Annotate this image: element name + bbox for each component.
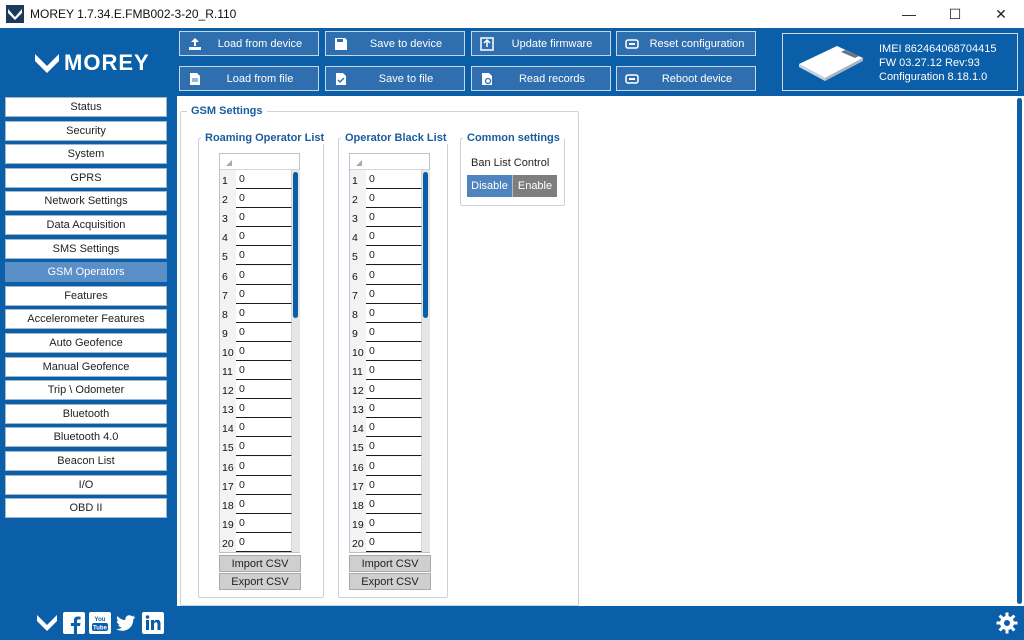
- table-row: [350, 533, 422, 552]
- table-row: [220, 457, 292, 476]
- operator-code-cell[interactable]: 0: [236, 323, 292, 342]
- row-number: 16: [352, 461, 364, 474]
- brand-logo: [34, 50, 150, 76]
- row-number: 18: [222, 499, 234, 512]
- table-row: [220, 476, 292, 495]
- sidebar-item-obd-ii[interactable]: OBD II: [5, 498, 167, 518]
- table-row: [350, 457, 422, 476]
- operator-code-cell[interactable]: 0: [236, 342, 292, 361]
- table-row: [350, 418, 422, 437]
- save-icon: [334, 37, 348, 51]
- ban-list-control-label: Ban List Control: [471, 157, 550, 169]
- operator-blacklist-table: [349, 153, 430, 553]
- sidebar-item-system[interactable]: System: [5, 144, 167, 164]
- scroll-thumb[interactable]: [423, 172, 428, 318]
- footer: [0, 606, 1024, 640]
- row-number: 9: [222, 327, 228, 340]
- operator-code-cell[interactable]: 0: [366, 304, 422, 323]
- table-row: [220, 437, 292, 456]
- table-row: [350, 342, 422, 361]
- reboot-icon: [625, 72, 639, 86]
- scroll-thumb[interactable]: [293, 172, 298, 318]
- title-bar: [0, 0, 1024, 28]
- row-number: 3: [352, 213, 358, 226]
- upload-icon: [188, 37, 202, 51]
- row-number: 17: [222, 480, 234, 493]
- operator-code-cell[interactable]: 0: [236, 514, 292, 533]
- sidebar-item-trip-odometer[interactable]: Trip \ Odometer: [5, 380, 167, 400]
- morey-logo-icon: [34, 52, 60, 74]
- table-header: [350, 154, 429, 170]
- table-row: [350, 380, 422, 399]
- gsm-settings-title: GSM Settings: [187, 105, 267, 117]
- row-number: 1: [222, 175, 228, 187]
- table-row: [220, 170, 292, 189]
- row-number: 20: [222, 537, 234, 550]
- close-button[interactable]: ✕: [995, 5, 1007, 22]
- obd-device-icon: [793, 42, 869, 82]
- sidebar-item-bluetooth[interactable]: Bluetooth: [5, 404, 167, 424]
- operator-code-cell[interactable]: 0: [366, 208, 422, 227]
- operator-code-cell[interactable]: 0: [236, 476, 292, 495]
- sidebar-item-i-o[interactable]: I/O: [5, 475, 167, 495]
- roaming-operator-table: [219, 153, 300, 553]
- table-row: [350, 437, 422, 456]
- load-from-device-button[interactable]: Load from device: [179, 31, 319, 56]
- table-row: [350, 227, 422, 246]
- row-number: 7: [222, 289, 228, 302]
- table-row: [220, 342, 292, 361]
- operator-code-cell[interactable]: 0: [236, 380, 292, 399]
- operator-code-cell[interactable]: 0: [366, 399, 422, 418]
- roaming-export-csv-button[interactable]: Export CSV: [219, 573, 301, 590]
- reset-configuration-button[interactable]: Reset configuration: [616, 31, 756, 56]
- roaming-import-csv-button[interactable]: Import CSV: [219, 555, 301, 572]
- table-row: [350, 476, 422, 495]
- table-row: [350, 514, 422, 533]
- table-row: [220, 495, 292, 514]
- sidebar: [0, 96, 176, 606]
- sidebar-item-gsm-operators[interactable]: GSM Operators: [5, 262, 167, 282]
- row-number: 1: [352, 175, 358, 187]
- sidebar-item-manual-geofence[interactable]: Manual Geofence: [5, 357, 167, 377]
- settings-gear-icon[interactable]: [996, 612, 1018, 634]
- operator-code-cell[interactable]: 0: [236, 533, 292, 552]
- operator-code-cell[interactable]: 0: [366, 476, 422, 495]
- row-number: 12: [352, 385, 364, 398]
- sidebar-item-gprs[interactable]: GPRS: [5, 168, 167, 188]
- firmware-icon: [480, 37, 494, 51]
- table-row: [220, 399, 292, 418]
- table-row: [350, 361, 422, 380]
- table-row: [220, 208, 292, 227]
- operator-code-cell[interactable]: 0: [236, 361, 292, 380]
- operator-code-cell[interactable]: 0: [236, 246, 292, 265]
- sidebar-item-network-settings[interactable]: Network Settings: [5, 191, 167, 211]
- row-number: 4: [222, 232, 228, 245]
- row-number: 15: [352, 442, 364, 455]
- table-row: [220, 227, 292, 246]
- sidebar-item-features[interactable]: Features: [5, 286, 167, 306]
- operator-code-cell[interactable]: 0: [236, 189, 292, 208]
- table-row: [220, 533, 292, 552]
- row-number: 13: [352, 404, 364, 417]
- row-number: 8: [352, 308, 358, 321]
- sort-corner-icon: [356, 160, 362, 166]
- sidebar-item-security[interactable]: Security: [5, 121, 167, 141]
- morey-app-icon: [6, 5, 24, 23]
- morey-icon[interactable]: [36, 612, 58, 634]
- table-row: [220, 361, 292, 380]
- youtube-icon[interactable]: [89, 612, 111, 634]
- common-settings-title: Common settings: [463, 132, 564, 144]
- operator-code-cell[interactable]: 0: [366, 227, 422, 246]
- sidebar-item-bluetooth-4-0[interactable]: Bluetooth 4.0: [5, 427, 167, 447]
- table-header: [220, 154, 299, 170]
- row-number: 6: [352, 270, 358, 283]
- table-row: [350, 495, 422, 514]
- table-row: [220, 246, 292, 265]
- row-number: 18: [352, 499, 364, 512]
- row-number: 6: [222, 270, 228, 283]
- device-info-panel: [782, 33, 1018, 91]
- row-number: 3: [222, 213, 228, 226]
- row-number: 10: [222, 346, 234, 359]
- operator-code-cell[interactable]: 0: [366, 437, 422, 456]
- operator-code-cell[interactable]: 0: [366, 361, 422, 380]
- sidebar-item-status[interactable]: Status: [5, 97, 167, 117]
- operator-code-cell[interactable]: 0: [236, 495, 292, 514]
- row-number: 15: [222, 442, 234, 455]
- window-title: MOREY 1.7.34.E.FMB002-3-20_R.110: [30, 7, 237, 21]
- table-row: [220, 380, 292, 399]
- table-row: [350, 399, 422, 418]
- table-row: [350, 246, 422, 265]
- table-row: [350, 170, 422, 189]
- row-number: 5: [222, 251, 228, 264]
- table-row: [220, 514, 292, 533]
- table-row: [220, 418, 292, 437]
- device-fw: FW 03.27.12 Rev:93: [879, 57, 980, 69]
- operator-code-cell[interactable]: 0: [236, 170, 292, 189]
- blacklist-table-scrollbar[interactable]: [422, 170, 430, 552]
- svg-text:You: You: [94, 617, 106, 623]
- device-imei: IMEI 862464068704415: [879, 43, 997, 55]
- operator-code-cell[interactable]: 0: [236, 227, 292, 246]
- sort-corner-icon: [226, 160, 232, 166]
- reset-icon: [625, 37, 639, 51]
- operator-code-cell[interactable]: 0: [366, 170, 422, 189]
- file-icon: [188, 72, 202, 86]
- table-row: [350, 266, 422, 285]
- row-number: 10: [352, 346, 364, 359]
- row-number: 11: [352, 366, 363, 378]
- operator-code-cell[interactable]: 0: [366, 418, 422, 437]
- roaming-operator-title: Roaming Operator List: [201, 132, 328, 144]
- table-row: [350, 323, 422, 342]
- operator-code-cell[interactable]: 0: [366, 266, 422, 285]
- operator-code-cell[interactable]: 0: [366, 246, 422, 265]
- row-number: 11: [222, 366, 233, 378]
- operator-code-cell[interactable]: 0: [366, 285, 422, 304]
- row-number: 19: [352, 518, 364, 531]
- sidebar-item-accelerometer-features[interactable]: Accelerometer Features: [5, 309, 167, 329]
- row-number: 14: [352, 423, 364, 436]
- table-row: [220, 304, 292, 323]
- row-number: 5: [352, 251, 358, 264]
- table-row: [220, 189, 292, 208]
- operator-code-cell[interactable]: 0: [366, 514, 422, 533]
- load-from-file-button[interactable]: Load from file: [179, 66, 319, 91]
- row-number: 17: [352, 480, 364, 493]
- table-row: [220, 285, 292, 304]
- row-number: 7: [352, 289, 358, 302]
- operator-code-cell[interactable]: 0: [236, 418, 292, 437]
- read-records-button[interactable]: Read records: [471, 66, 611, 91]
- operator-code-cell[interactable]: 0: [366, 342, 422, 361]
- ban-list-control-toggle: [467, 175, 557, 197]
- table-row: [350, 285, 422, 304]
- row-number: 2: [222, 194, 228, 207]
- operator-code-cell[interactable]: 0: [366, 495, 422, 514]
- brand-name: MOREY: [64, 50, 150, 75]
- sidebar-item-data-acquisition[interactable]: Data Acquisition: [5, 215, 167, 235]
- update-firmware-button[interactable]: Update firmware: [471, 31, 611, 56]
- ban-list-enable-option[interactable]: Enable: [512, 175, 557, 197]
- operator-code-cell[interactable]: 0: [236, 285, 292, 304]
- row-number: 12: [222, 385, 234, 398]
- operator-code-cell[interactable]: 0: [236, 266, 292, 285]
- row-number: 2: [352, 194, 358, 207]
- row-number: 20: [352, 537, 364, 550]
- records-icon: [480, 72, 494, 86]
- table-row: [220, 266, 292, 285]
- operator-code-cell[interactable]: 0: [366, 533, 422, 552]
- row-number: 4: [352, 232, 358, 245]
- save-to-device-button[interactable]: Save to device: [325, 31, 465, 56]
- maximize-button[interactable]: ☐: [948, 5, 962, 22]
- table-row: [350, 189, 422, 208]
- svg-text:Tube: Tube: [93, 625, 107, 632]
- row-number: 19: [222, 518, 234, 531]
- operator-blacklist-title: Operator Black List: [341, 132, 450, 144]
- device-configuration: Configuration 8.18.1.0: [879, 71, 988, 83]
- roaming-table-scrollbar[interactable]: [292, 170, 300, 552]
- reboot-device-button[interactable]: Reboot device: [616, 66, 756, 91]
- sidebar-item-beacon-list[interactable]: Beacon List: [5, 451, 167, 471]
- table-row: [350, 208, 422, 227]
- app-header: [0, 28, 1024, 96]
- sidebar-item-auto-geofence[interactable]: Auto Geofence: [5, 333, 167, 353]
- row-number: 16: [222, 461, 234, 474]
- operator-code-cell[interactable]: 0: [236, 304, 292, 323]
- sidebar-item-sms-settings[interactable]: SMS Settings: [5, 239, 167, 259]
- operator-code-cell[interactable]: 0: [236, 457, 292, 476]
- table-row: [350, 304, 422, 323]
- blacklist-export-csv-button[interactable]: Export CSV: [349, 573, 431, 590]
- main-scroll-thumb[interactable]: [1017, 98, 1022, 604]
- file-save-icon: [334, 72, 348, 86]
- table-row: [220, 323, 292, 342]
- operator-code-cell[interactable]: 0: [366, 323, 422, 342]
- ban-list-disable-option[interactable]: Disable: [467, 175, 512, 197]
- linkedin-icon[interactable]: [142, 612, 164, 634]
- operator-code-cell[interactable]: 0: [366, 189, 422, 208]
- operator-code-cell[interactable]: 0: [236, 437, 292, 456]
- twitter-icon[interactable]: [115, 612, 137, 634]
- facebook-icon[interactable]: [63, 612, 85, 634]
- minimize-button[interactable]: —: [902, 6, 916, 22]
- row-number: 9: [352, 327, 358, 340]
- operator-code-cell[interactable]: 0: [366, 380, 422, 399]
- main-scrollbar[interactable]: [1016, 96, 1024, 606]
- blacklist-import-csv-button[interactable]: Import CSV: [349, 555, 431, 572]
- operator-code-cell[interactable]: 0: [236, 399, 292, 418]
- row-number: 14: [222, 423, 234, 436]
- main-content: [177, 96, 1016, 606]
- operator-code-cell[interactable]: 0: [366, 457, 422, 476]
- row-number: 13: [222, 404, 234, 417]
- row-number: 8: [222, 308, 228, 321]
- operator-code-cell[interactable]: 0: [236, 208, 292, 227]
- save-to-file-button[interactable]: Save to file: [325, 66, 465, 91]
